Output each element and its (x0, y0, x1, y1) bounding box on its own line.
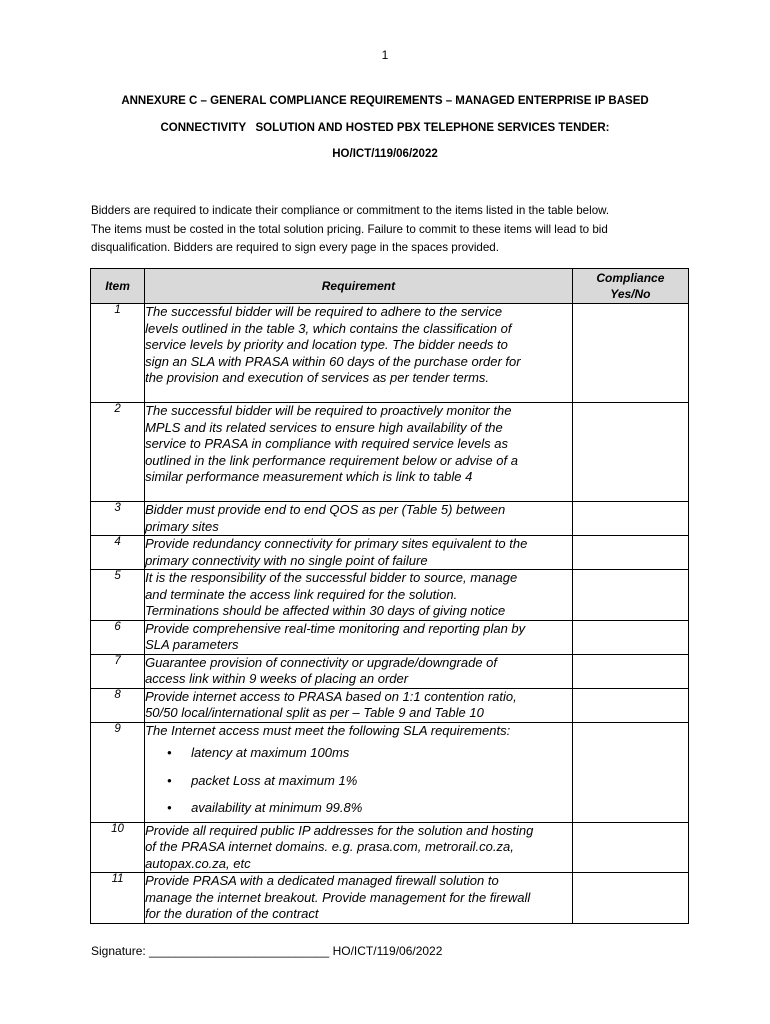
requirement-line: levels outlined in the table 3, which contains the classification of (145, 320, 512, 336)
requirement-line: service to PRASA in compliance with required service levels as (145, 436, 509, 451)
requirement-line: Provide all required public IP addresses for the solution and hosting (145, 822, 534, 838)
requirement-line: similar performance measurement which is link to table 4 (145, 469, 473, 484)
compliance-cell[interactable] (572, 403, 688, 502)
requirement-line: manage the internet breakout. Provide management for the firewall (145, 889, 531, 905)
requirement-text (145, 403, 573, 502)
document-title-line-1: ANNEXURE C – GENERAL COMPLIANCE REQUIREMENTS – MANAGED ENTERPRISE IP BASED (121, 95, 649, 107)
requirement-text (145, 620, 573, 654)
requirement-line: The successful bidder will be required to adhere to the service (145, 304, 503, 319)
requirement-line: of the PRASA internet domains. e.g. prasa.com, metrorail.co.za, (145, 839, 514, 854)
compliance-cell[interactable] (572, 536, 688, 570)
compliance-cell[interactable] (572, 688, 688, 722)
item-number: 10 (91, 822, 145, 873)
bullet-icon: • (167, 745, 172, 760)
requirement-line: 50/50 local/international split as per – Table 9 and Table 10 (145, 705, 484, 720)
intro-line: Bidders are required to indicate their compliance or commitment to the items listed in the table below. (91, 204, 610, 217)
item-number: 3 (91, 502, 145, 536)
requirement-text (145, 873, 573, 924)
item-number: 8 (91, 688, 145, 722)
compliance-table (90, 268, 689, 924)
item-number: 4 (91, 536, 145, 570)
requirement-text (145, 654, 573, 688)
requirement-line: autopax.co.za, etc (145, 855, 251, 871)
item-number: 2 (91, 403, 145, 502)
requirement-line: service levels by priority and location type. The bidder needs to (145, 337, 508, 352)
list-item (145, 800, 572, 817)
requirement-line: Provide internet access to PRASA based on 1:1 contention ratio, (145, 688, 517, 704)
table-header-row (91, 269, 689, 304)
table-row (91, 403, 689, 502)
header-compliance-options: Yes/No (610, 287, 651, 301)
sla-item-text: latency at maximum 100ms (191, 745, 350, 760)
requirement-line: outlined in the link performance requirement below or advise of a (145, 452, 518, 468)
table-row (91, 570, 689, 621)
requirement-line: Bidder must provide end to end QOS as per (Table 5) between (145, 502, 506, 517)
compliance-cell[interactable] (572, 873, 688, 924)
header-item: Item (91, 269, 145, 304)
requirement-line: Provide redundancy connectivity for primary sites equivalent to the (145, 536, 528, 551)
header-requirement: Requirement (145, 269, 573, 304)
sla-item-text: packet Loss at maximum 1% (191, 772, 358, 788)
item-number: 9 (91, 722, 145, 822)
compliance-cell[interactable] (572, 654, 688, 688)
requirement-text (145, 536, 573, 570)
table-row (91, 536, 689, 570)
table-row (91, 620, 689, 654)
sla-requirements-list (145, 745, 572, 817)
requirement-line: for the duration of the contract (145, 906, 319, 921)
document-title-line-2: CONNECTIVITY SOLUTION AND HOSTED PBX TELEPHONE SERVICES TENDER: (160, 122, 610, 134)
requirement-line: SLA parameters (145, 637, 239, 652)
table-row (91, 502, 689, 536)
header-compliance (572, 269, 688, 304)
table-row (91, 873, 689, 924)
requirement-line: Terminations should be affected within 30 days of giving notice (145, 603, 506, 618)
table-row (91, 304, 689, 403)
table-row (91, 688, 689, 722)
requirement-text (145, 304, 573, 403)
table-row (91, 654, 689, 688)
requirement-text (145, 688, 573, 722)
intro-paragraph (91, 202, 691, 258)
sla-item-text: availability at minimum 99.8% (191, 800, 363, 815)
compliance-cell[interactable] (572, 304, 688, 403)
tender-number: HO/ICT/119/06/2022 (332, 148, 438, 160)
requirement-line: sign an SLA with PRASA within 60 days of the purchase order for (145, 353, 521, 369)
requirement-line: It is the responsibility of the successful bidder to source, manage (145, 570, 518, 585)
table-row (91, 722, 689, 822)
bullet-icon: • (167, 800, 172, 815)
list-item (145, 773, 572, 790)
requirement-line: Provide comprehensive real-time monitoring and reporting plan by (145, 620, 526, 636)
requirement-line: and terminate the access link required for the solution. (145, 586, 458, 602)
requirement-text (145, 722, 573, 822)
page-number: 1 (381, 48, 389, 62)
requirement-text (145, 502, 573, 536)
item-number: 5 (91, 570, 145, 621)
requirement-text (145, 822, 573, 873)
requirement-line: The successful bidder will be required to proactively monitor the (145, 403, 512, 418)
intro-line: The items must be costed in the total solution pricing. Failure to commit to these items will lead to bid (91, 222, 608, 236)
bullet-icon: • (167, 772, 172, 788)
item-number: 6 (91, 620, 145, 654)
requirement-line: primary sites (145, 518, 219, 534)
compliance-cell[interactable] (572, 822, 688, 873)
compliance-cell[interactable] (572, 502, 688, 536)
requirement-line: primary connectivity with no single point of failure (145, 552, 428, 568)
intro-line: disqualification. Bidders are required to sign every page in the spaces provided. (91, 241, 499, 254)
compliance-cell[interactable] (572, 570, 688, 621)
compliance-cell[interactable] (572, 722, 688, 822)
item-number: 1 (91, 304, 145, 403)
requirement-line: the provision and execution of services as per tender terms. (145, 370, 490, 385)
header-compliance-label: Compliance (596, 271, 665, 285)
requirement-line: MPLS and its related services to ensure high availability of the (145, 419, 503, 435)
requirement-line: The Internet access must meet the following SLA requirements: (145, 722, 511, 738)
requirement-line: Guarantee provision of connectivity or upgrade/downgrade of (145, 654, 498, 670)
compliance-cell[interactable] (572, 620, 688, 654)
table-row (91, 822, 689, 873)
requirement-line: access link within 9 weeks of placing an order (145, 671, 409, 686)
requirement-text (145, 570, 573, 621)
item-number: 7 (91, 654, 145, 688)
item-number: 11 (91, 873, 145, 924)
list-item (145, 745, 572, 762)
signature-line: Signature: ___________________________ HO/ICT/119/06/2022 (91, 944, 443, 958)
requirement-line: Provide PRASA with a dedicated managed firewall solution to (145, 873, 499, 888)
